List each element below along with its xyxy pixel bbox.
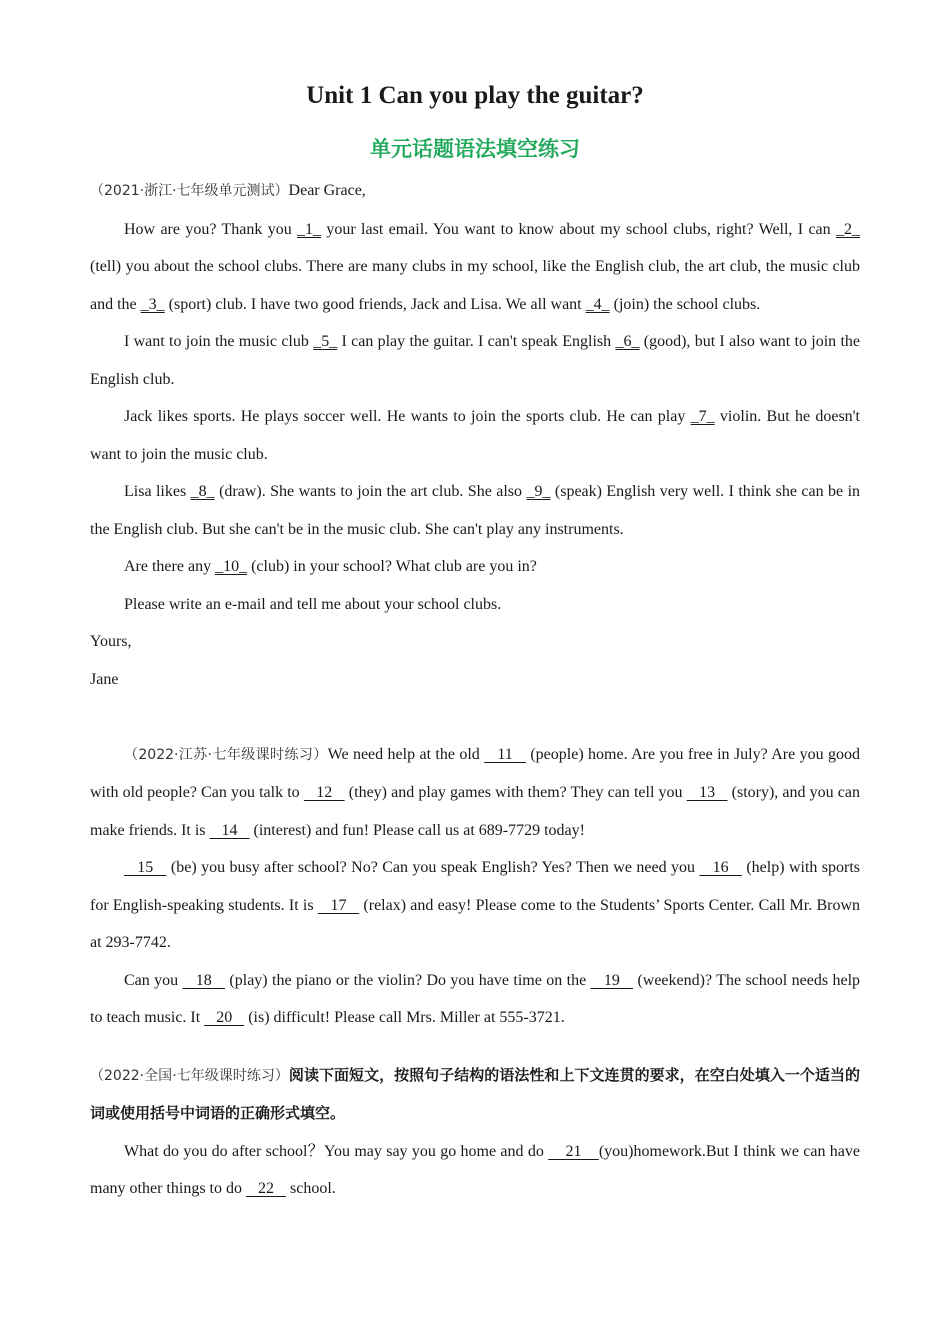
section1-paragraph-1: How are you? Thank you _1_ your last email. You want to know about my school clubs, right? Well, I can _2_ (tell) you about the school clubs. There are many clubs in my school, like the English club, the art club, the music club and the _3_ (sport) club. I have two good friends, Jack and Lisa. We all want _4_ (join) the school clubs. [90,220,860,313]
blank-5[interactable]: _5_ [313,333,338,350]
blank-19[interactable]: 19 [590,971,634,989]
blank-22[interactable]: 22 [245,1180,286,1197]
blank-16[interactable]: 16 [699,859,742,876]
section3-instruction [90,1057,860,1133]
section3-source: （2022·全国·七年级课时练习） [90,1067,289,1084]
blank-10[interactable]: _10_ [215,558,248,575]
letter-closing: Yours, [90,633,132,650]
section1-paragraph-2: I want to join the music club _5_ I can play the guitar. I can't speak English _6_ (good), but I also want to join the English club. [90,333,861,388]
blank-8[interactable]: _8_ [190,483,215,500]
document-body [90,172,860,1208]
section2-paragraph-2: 15 (be) you busy after school? No? Can you speak English? Yes? Then we need you 16 (help) with sports for English-speaking students. It is 17 (relax) and easy! Please come to the Students’ Sports Center. Call Mr. Brown at 293-7742. [90,859,861,951]
blank-1[interactable]: _1_ [297,220,322,238]
section1-paragraph-5: Are there any _10_ (club) in your school? What club are you in? [124,558,537,575]
page-subtitle: 单元话题语法填空练习 [370,137,580,161]
blank-21[interactable]: 21 [548,1142,599,1160]
blank-14[interactable]: 14 [209,821,250,839]
section1-header [90,172,860,211]
section2-paragraph-1: （2022·江苏·七年级课时练习）We need help at the old 11 (people) home. Are you free in July? Are you good with old people? Can you talk to 12 (they) and play games with them? They can tell you 13 (story), and you can make friends. It is 14 (interest) and fun! Please call us at 689-7729 today! [90,745,861,839]
section3-paragraph-1: What do you do after school？You may say you go home and do 21 (you)homework.But I think we can have many other things to do 22 school. [90,1142,860,1197]
blank-6[interactable]: _6_ [615,333,640,350]
section2-paragraph-3: Can you 18 (play) the piano or the violin? Do you have time on the 19 (weekend)? The school needs help to teach music. It 20 (is) difficult! Please call Mrs. Miller at 555-3721. [90,971,861,1026]
section1-paragraph-6: Please write an e-mail and tell me about your school clubs. [124,595,502,613]
letter-signature: Jane [90,670,119,688]
blank-2[interactable]: _2_ [836,220,860,238]
letter-greeting: Dear Grace, [288,182,366,199]
section1-paragraph-4: Lisa likes _8_ (draw). She wants to join the art club. She also _9_ (speak) English very well. I think she can be in the English club. But she can't be in the music club. She can't play any instruments. [90,483,861,538]
section1-paragraph-3: Jack likes sports. He plays soccer well. He wants to join the sports club. He can play _7_ violin. But he doesn't want to join the music club. [90,408,860,463]
section1-source: （2021·浙江·七年级单元测试） [90,183,289,199]
blank-7[interactable]: _7_ [690,408,715,425]
blank-12[interactable]: 12 [303,784,345,801]
blank-13[interactable]: 13 [686,784,728,801]
blank-9[interactable]: _9_ [526,483,551,500]
blank-3[interactable]: _3_ [140,295,165,313]
blank-20[interactable]: 20 [204,1009,245,1026]
page-title: Unit 1 Can you play the guitar? [306,82,644,109]
blank-4[interactable]: _4_ [585,295,610,313]
blank-11[interactable]: 11 [484,745,526,763]
section3-instruction-text: 阅读下面短文，按照句子结构的语法性和上下文连贯的要求，在空白处填入一个适当的词或使用括号中词语的正确形式填空。 [90,1065,861,1122]
blank-15[interactable]: 15 [124,859,167,876]
blank-18[interactable]: 18 [182,971,226,989]
blank-17[interactable]: 17 [317,896,360,914]
section2-source: （2022·江苏·七年级课时练习） [124,746,328,763]
